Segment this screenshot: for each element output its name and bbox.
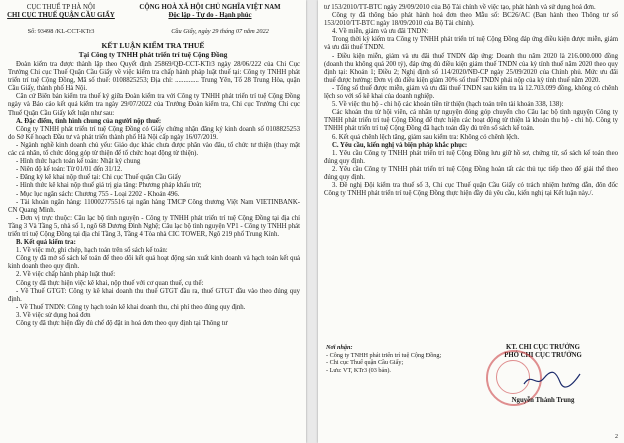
paragraph: - Mục lục ngân sách: Chương 755 - Loại 2202 - Khoản 496. (16, 190, 180, 198)
page-number: 2 (615, 434, 618, 440)
paragraph: Công ty đã thực hiện việc kê khai, nộp thuế với cơ quan thuế, cụ thể: (16, 279, 204, 287)
paragraph: - Đăng ký kê khai nộp thuế tại: Chi cục Thuế quận Cầu Giấy (16, 174, 182, 182)
document-title: KẾT LUẬN KIỂM TRA THUẾ (101, 41, 205, 50)
paragraph: Trong thời kỳ kiểm tra Công ty TNHH phát triển trí tuệ Cộng Đồng đáp ứng điều kiện được miễn, giảm và ưu đãi thuế TNDN. (324, 36, 618, 52)
paragraph: 3. Về việc sử dụng hoá đơn (16, 311, 91, 319)
sign-title-line-1: KT. CHI CỤC TRƯỞNG (506, 344, 580, 351)
recipient-item: - Chi cục Thuế quận Cầu Giấy; (326, 359, 404, 367)
section-heading: B. Kết quả kiểm tra: (16, 239, 76, 247)
paragraph: 1. Về việc mở, ghi chép, hạch toán trên sổ sách kế toán: (16, 247, 168, 255)
agency-name: CỤC THUẾ TP HÀ NỘI (26, 4, 96, 11)
paragraph: 1. Yêu cầu Công ty TNHH phát triển trí tuệ Cộng Đồng lưu giữ hồ sơ, chứng từ, sổ sách kế toán theo đúng quy định. (324, 149, 618, 165)
paragraph: Công ty đã mở sổ sách kế toán để theo dõi kết quả hoạt động sản xuất kinh doanh và hạch toán kết quả kinh doanh theo quy định. (8, 255, 300, 271)
paragraph: - Điều kiện miễn, giảm và ưu đãi thuế TNDN đáp ứng: Doanh thu năm 2020 là 216.000.000 đồng (doanh thu không quá 200 tỷ), đáp ứng đủ điều kiện giảm thuế TNDN của kỳ tính thuế năm 2020 theo quy định tại: Khoản 1; Điều 2; Nghị định số 114/2020/NĐ-CP ngày 25/09/2020 của Chính phủ. Mức ưu đãi thuế được hưởng: Đơn vị đủ điều kiện giảm 30% số thuế TNDN phải nộp của kỳ tính thuế năm 2020. (324, 52, 618, 84)
paragraph: Công ty đã thực hiện đầy đủ chế độ đặt in hoá đơn theo quy định tại Thông tư (16, 320, 228, 327)
recipient-item: - Công ty TNHH phát triển trí tuệ Cộng Đồng; (326, 351, 442, 359)
recipients-label: Nơi nhận: (326, 344, 353, 351)
page-two (318, 0, 624, 443)
page-one (0, 0, 306, 443)
document-subtitle: Tại Công ty TNHH phát triển trí tuệ Cộng Đồng (78, 51, 228, 59)
section-heading: C. Yêu cầu, kiến nghị và biện pháp khắc phục: (332, 141, 468, 149)
national-motto: Độc lập - Tự do - Hạnh phúc (168, 12, 252, 20)
paragraph: - Niên độ kế toán: Từ 01/01 đến 31/12. (16, 166, 123, 174)
paragraph: 3. Đề nghị Đội kiểm tra thuế số 3, Chi cục Thuế quận Cầu Giấy có trách nhiệm hướng dẫn, đôn đốc Công ty TNHH phát triển trí tuệ Cộng Đồng thực hiện đầy đủ yêu cầu, kiến nghị tại Kết luận này./. (324, 182, 618, 198)
handwritten-signature-icon (522, 368, 582, 390)
page-two-body (324, 4, 618, 198)
recipient-item: - Lưu: VT, KTr3 (03 bản). (326, 366, 391, 374)
document-number: Số: 93498 /KL-CCT-KTr3 (27, 28, 95, 35)
paragraph: - Tài khoản ngân hàng: 110002775516 tại ngân hàng TMCP Công thương Việt Nam VIETINBANK- CN Quang Minh. (8, 198, 300, 214)
page-one-body (8, 61, 300, 328)
paragraph: - Về Thuế TNDN: Công ty hạch toán kê khai doanh thu, chi phí theo đúng quy định. (16, 303, 246, 311)
paragraph: 2. Về việc chấp hành pháp luật thuế: (16, 271, 116, 279)
issuer-header (6, 4, 116, 20)
paragraph: Căn cứ Biên bản kiểm tra thuế ký giữa Đoàn kiểm tra với Công ty TNHH phát triển trí tuệ Cộng Đồng ngày và Báo cáo kết quả kiểm tra ngày 29/07/2022 của Trưởng Đoàn kiểm tra, Chi cục Trưởng Chi cục Thuế Quận Cầu Giấy kết luận như sau: (8, 93, 300, 117)
country-name: CỘNG HOÀ XÃ HỘI CHỦ NGHĨA VIỆT NAM (139, 4, 281, 11)
paragraph: - Hình thức hạch toán kế toán: Nhật ký chung (16, 158, 141, 166)
paragraph: Công ty đã thông báo phát hành hoá đơn theo Mẫu số: BC26/AC (Ban hành theo Thông tư số 153/2010/TT-BTC ngày 18/09/2010 của Bộ Tài chính). (324, 12, 618, 28)
paragraph: tư 153/2010/TT-BTC ngày 29/09/2010 của Bộ Tài chính về việc tạo, phát hành và sử dụng hoá đơn. (324, 4, 596, 11)
document-date: Cầu Giấy, ngày 29 tháng 07 năm 2022 (171, 28, 269, 35)
paragraph: Công ty TNHH phát triển trí tuệ Cộng Đồng có Giấy chứng nhận đăng ký kinh doanh số 0108825253 do Sở Kế hoạch Đầu tư và phát triển thành phố Hà Nội cấp ngày 16/07/2019. (8, 125, 300, 141)
paragraph: 4. Về miễn, giảm và ưu đãi TNDN: (332, 28, 429, 36)
recipients-block (326, 344, 466, 374)
paragraph: - Hình thức kê khai nộp thuế giá trị gia tăng: Phương pháp khấu trừ; (16, 182, 202, 190)
paragraph: 2. Yêu cầu Công ty TNHH phát triển trí tuệ Cộng Đồng hoàn tất các thủ tục tiếp theo để giải thể theo đúng quy định. (324, 165, 618, 181)
paragraph: Các khoản thu từ hội viên, cá nhân tự nguyện đóng góp chuyển cho Câu lạc bộ tình nguyện Công ty TNHH phát triển trí tuệ Cộng Đồng để thực hiện các hoạt động từ thiện là khoản thu hộ - chi hộ. Công ty TNHH phát triển trí tuệ Cộng Đồng đã hạch toán đầy đủ trên sổ sách kế toán. (324, 109, 618, 133)
paragraph: 6. Kết quả chênh lệch tăng, giảm sau kiểm tra: Không có chênh lệch. (332, 133, 520, 141)
signing-authority (468, 344, 618, 360)
signer-name: Nguyễn Thành Trung (511, 397, 575, 404)
national-header (118, 4, 302, 20)
sign-title-line-2: PHÓ CHI CỤC TRƯỞNG (504, 352, 582, 359)
paragraph: - Về Thuế GTGT: Công ty kê khai doanh thu thuế GTGT đầu ra, thuế GTGT đầu vào theo đúng quy định. (8, 287, 300, 303)
paragraph: 5. Về việc thu hộ - chi hộ các khoản tiền từ thiện (hạch toán trên tài khoản 338, 138): (332, 101, 564, 109)
department-name: CHI CỤC THUẾ QUẬN CẦU GIẤY (7, 12, 115, 20)
paragraph: - Ngành nghề kinh doanh chủ yếu: Giáo dục khác chưa được phân vào đâu, tổ chức tư thiện (thay mặt các cá nhân, tổ chức đóng góp từ thiện để tổ chức hoạt động từ thiện). (8, 141, 300, 158)
section-heading: A. Đặc điểm, tình hình chung của người nộp thuế: (16, 117, 162, 125)
paragraph: - Tổng số thuế được miễn, giảm và ưu đãi thuế TNDN sau kiểm tra là 12.703.099 đồng, không có chênh lệch so với số kê khai của doanh nghiệp. (324, 84, 618, 101)
paragraph: - Đơn vị trực thuộc: Câu lạc bộ tình nguyện - Công ty TNHH phát triển trí tuệ Cộng Đồng tại địa chỉ Tầng 3 Và Tầng 5, nhà số 1, ngõ 68 Dương Đình Nghệ; Câu lạc bộ tình nguyện VP1 - Công ty TNHH phát triển trí tuệ Cộng Đồng tại địa chỉ Tầng 3, Tầng 4 Tòa nhà CIC TOWER, Ngõ 219 phố Trung Kính. (8, 214, 300, 238)
paragraph: Đoàn kiểm tra được thành lập theo Quyết định 25869/QĐ-CCT-KTr3 ngày 28/06/222 của Chi Cục Trưởng Chi cục Thuế Quận Cầu Giấy về việc kiểm tra chấp hành pháp luật thuế tại: Công ty TNHH phát triển trí tuệ Cộng Đồng, Mã số thuế: 0108825253; Địa chỉ: .............. Trung Yên, Tổ 28 Trung Hòa, quận Cầu Giấy, thành phố Hà Nội. (8, 61, 300, 93)
